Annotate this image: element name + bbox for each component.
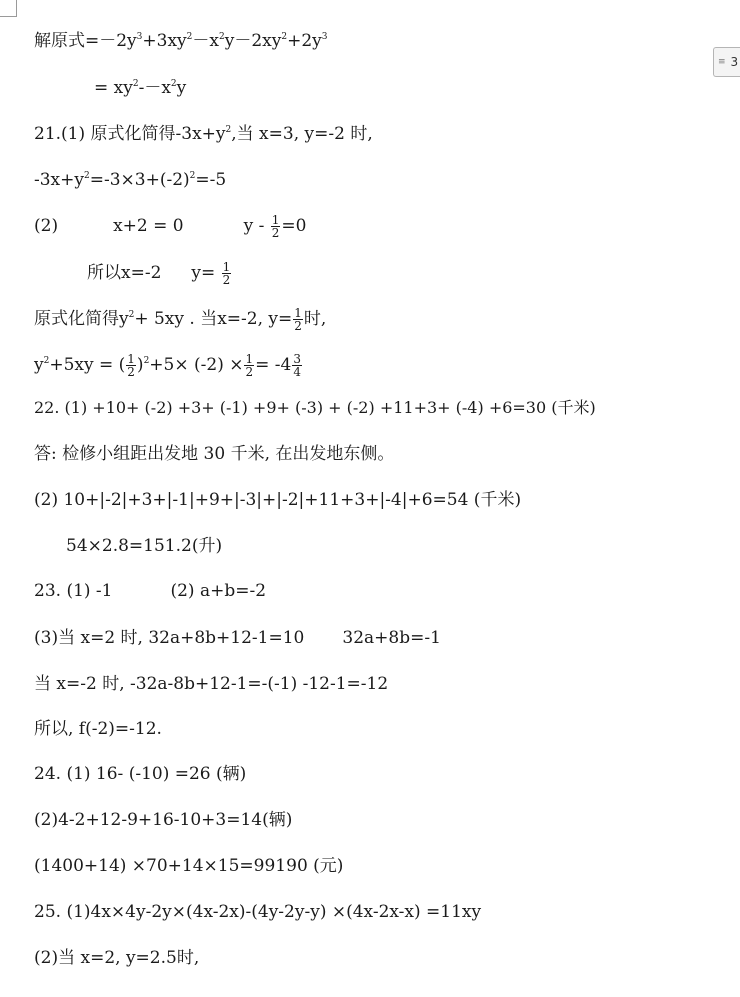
- line-7: 原式化简得$y^2+ 5xy$ . 当x=-2, y= $\frac{1}{2}$ 时,: [34, 306, 327, 333]
- fraction: $\frac{1}{2}$: [222, 260, 231, 287]
- line-10: 答: 检修小组距出发地 30 千米, 在出发地东侧。: [34, 444, 395, 464]
- line-2: = $xy^2--x^2y$: [94, 78, 187, 98]
- line-11: (2) 10+|-2|+3+|-1|+9+|-3|+|-2|+11+3+|-4|+6=54 (千米): [34, 490, 522, 510]
- line-12: 54×2.8=151.2(升): [66, 536, 223, 556]
- fraction: $\frac{1}{2}$: [271, 213, 280, 240]
- fraction: $\frac{1}{2}$: [294, 306, 302, 333]
- line-21: (2)当 x=2, y=2.5时,: [34, 948, 200, 968]
- line-5: (2) x+2 = 0 y - $\frac{1}{2}$ =0: [34, 213, 307, 240]
- line-4: $-3x+y^2=-3\times 3+(-2)^2=-5$: [34, 170, 227, 190]
- line-19: (1400+14) ×70+14×15=99190 (元): [34, 856, 344, 876]
- line-8: $y^2+5xy$ = ( $\frac{1}{2}$ )$^2$+5× (-2) × $\frac{1}{2}$ = -4 $\frac{3}{4}$: [34, 352, 301, 379]
- fraction: $\frac{3}{4}$: [293, 352, 301, 379]
- line-16: 所以, f(-2)=-12.: [34, 719, 162, 739]
- page-corner-mark: [0, 0, 17, 17]
- line-17: 24. (1) 16- (-10) =26 (辆): [34, 764, 247, 784]
- line-1: 解原式$=-2y^3+3xy^2-x^2y-2xy^2+2y^3$: [34, 31, 328, 51]
- side-tab-label: 3: [730, 55, 739, 69]
- line-13: 23. (1) -1 (2) a+b=-2: [34, 581, 267, 601]
- menu-icon: ≡: [718, 57, 726, 67]
- line-20: 25. (1)4x×4y-2y×(4x-2x)-(4y-2y-y) ×(4x-2x-x) =11xy: [34, 902, 482, 922]
- line-15: 当 x=-2 时, -32a-8b+12-1=-(-1) -12-1=-12: [34, 674, 389, 694]
- line-9: 22. (1) +10+ (-2) +3+ (-1) +9+ (-3) + (-2) +11+3+ (-4) +6=30 (千米): [34, 398, 596, 417]
- line-18: (2)4-2+12-9+16-10+3=14(辆): [34, 810, 293, 830]
- fraction: $\frac{1}{2}$: [245, 352, 254, 379]
- side-panel-tab[interactable]: [713, 47, 740, 77]
- line-14: (3)当 x=2 时, 32a+8b+12-1=10 32a+8b=-1: [34, 628, 441, 648]
- line-6: 所以x=-2 y= $\frac{1}{2}$: [87, 260, 231, 287]
- line-3: 21.(1) 原式化简得$-3x+y^2$,当 x=3, y=-2 时,: [34, 124, 373, 144]
- fraction: $\frac{1}{2}$: [127, 352, 135, 379]
